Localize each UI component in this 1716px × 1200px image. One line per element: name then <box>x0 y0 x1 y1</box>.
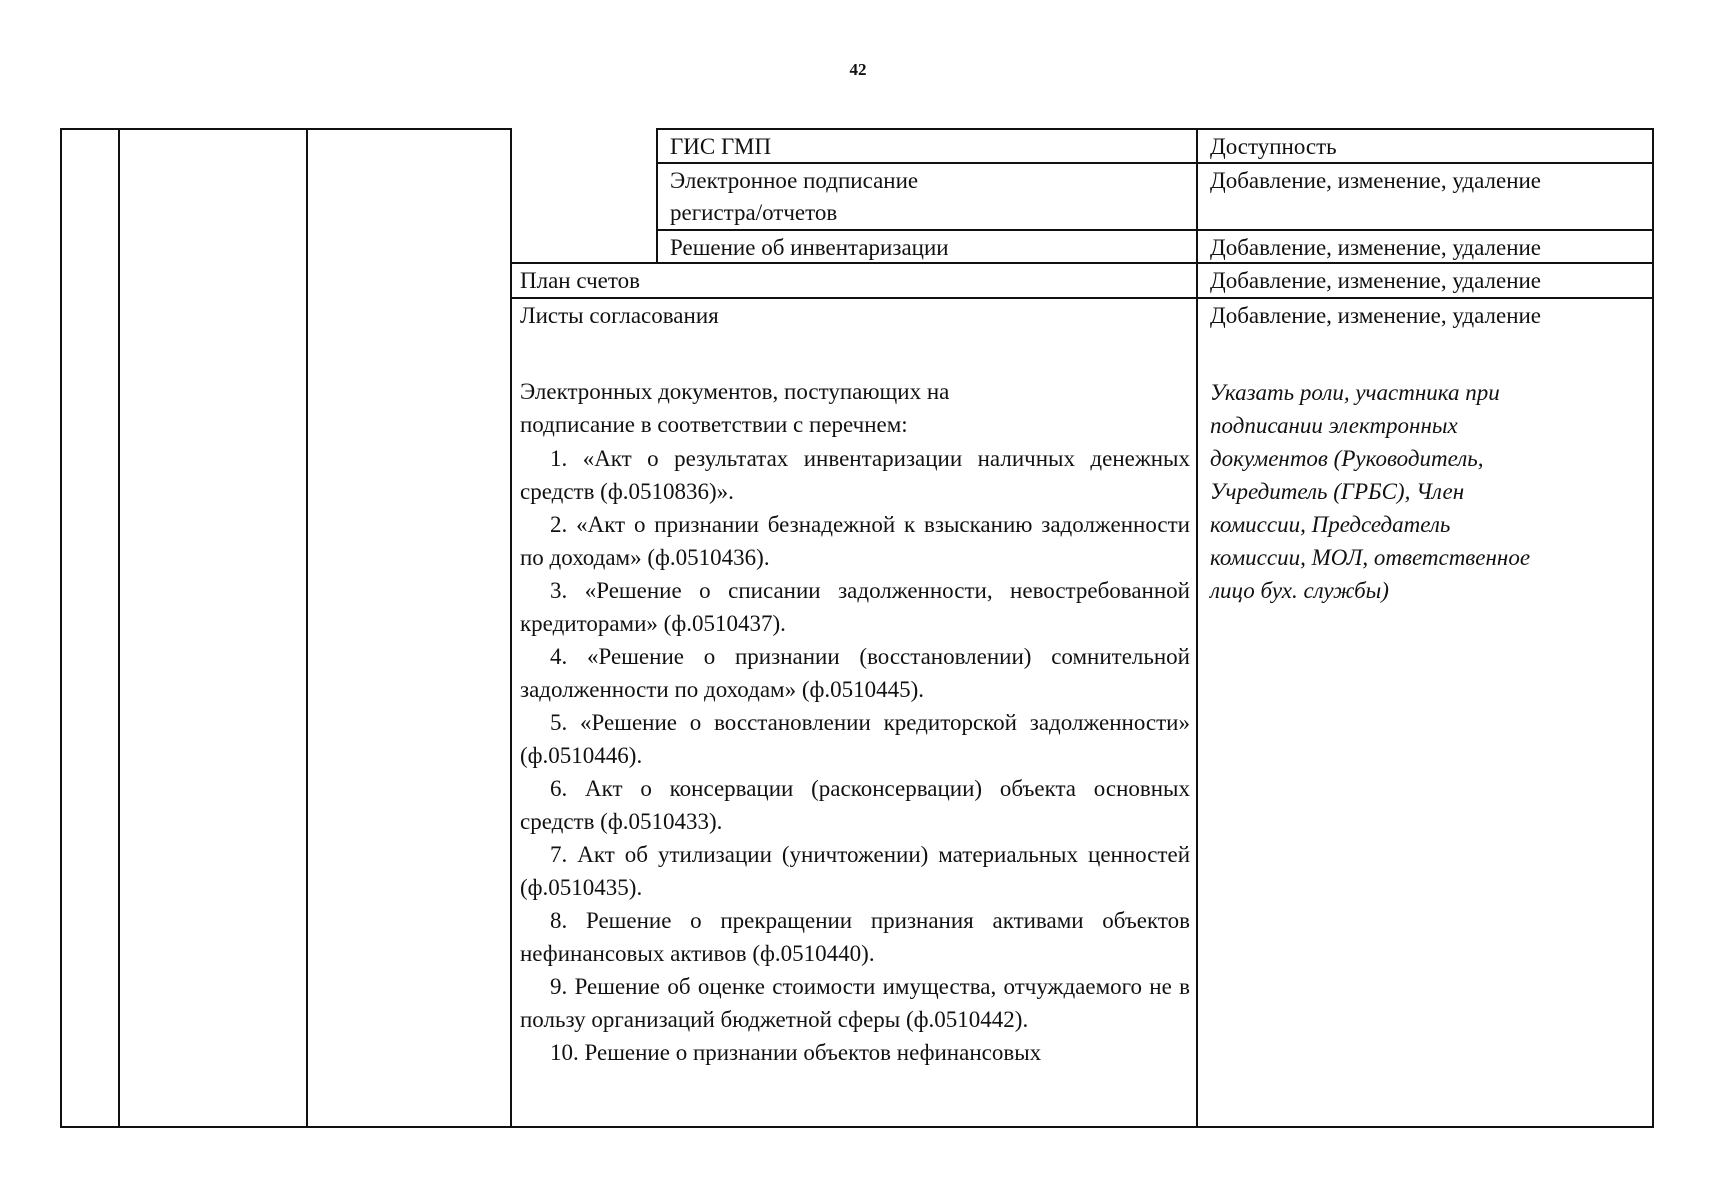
approval-documents-list <box>520 442 1190 1069</box>
gis-gmp-value: Доступность <box>1210 134 1337 159</box>
col-border-5 <box>1196 128 1198 1128</box>
col-border-6 <box>1652 128 1654 1128</box>
roles-note-line: лицо бух. службы) <box>1210 578 1389 603</box>
roles-note-line: комиссии, Председатель <box>1210 512 1451 537</box>
list-item: 10. Решение о признании объектов нефинансовых <box>550 1040 1042 1065</box>
approval-intro-line1: Электронных документов, поступающих на <box>520 379 950 404</box>
roles-note-line: документов (Руководитель, <box>1210 446 1484 471</box>
col-border-3 <box>306 128 308 1128</box>
col-border-2 <box>118 128 120 1128</box>
roles-note-line: комиссии, МОЛ, ответственное <box>1210 545 1531 570</box>
list-item: 4. «Решение о признании (восстановлении) сомнительной задолженности по доходам» (ф.0510445). <box>520 644 1190 702</box>
col-border-4 <box>510 128 512 1128</box>
table-top-border-left <box>60 128 512 130</box>
list-item: 8. Решение о прекращении признания активами объектов нефинансовых активов (ф.0510440). <box>520 908 1190 966</box>
inventory-decision-label: Решение об инвентаризации <box>670 235 949 260</box>
col-border-1 <box>60 128 62 1128</box>
approval-sheets-value: Добавление, изменение, удаление <box>1210 303 1542 328</box>
roles-note <box>1210 376 1640 607</box>
roles-note-line: Учредитель (ГРБС), Член <box>1210 479 1465 504</box>
approval-sheets-label: Листы согласования <box>520 303 719 328</box>
list-item: 2. «Акт о признании безнадежной к взысканию задолженности по доходам» (ф.0510436). <box>520 512 1190 570</box>
roles-note-line: подписании электронных <box>1210 413 1458 438</box>
list-item: 9. Решение об оценке стоимости имущества, отчуждаемого не в пользу организаций бюджетной сферы (ф.0510442). <box>520 974 1190 1032</box>
e-sign-label-line2: регистра/отчетов <box>670 200 838 225</box>
table-bottom-border <box>60 1126 1654 1128</box>
list-item: 6. Акт о консервации (расконсервации) объекта основных средств (ф.0510433). <box>520 776 1190 834</box>
table-top-border-right <box>658 128 1654 130</box>
inventory-decision-value: Добавление, изменение, удаление <box>1210 235 1542 260</box>
chart-of-accounts-value: Добавление, изменение, удаление <box>1210 268 1542 293</box>
page-number: 42 <box>849 60 867 79</box>
list-item: 3. «Решение о списании задолженности, невостребованной кредиторами» (ф.0510437). <box>520 578 1190 636</box>
approval-intro-line2: подписание в соответствии с перечнем: <box>520 412 908 437</box>
gis-gmp-label: ГИС ГМП <box>670 134 772 159</box>
col-border-sub <box>656 128 658 264</box>
roles-note-line: Указать роли, участника при <box>1210 380 1500 405</box>
list-item: 5. «Решение о восстановлении кредиторской задолженности» (ф.0510446). <box>520 710 1190 768</box>
list-item: 7. Акт об утилизации (уничтожении) материальных ценностей (ф.0510435). <box>520 842 1190 900</box>
e-sign-value: Добавление, изменение, удаление <box>1210 168 1542 193</box>
list-item: 1. «Акт о результатах инвентаризации наличных денежных средств (ф.0510836)». <box>520 446 1190 504</box>
chart-of-accounts-label: План счетов <box>520 268 640 293</box>
approval-intro <box>520 375 1190 441</box>
e-sign-label-line1: Электронное подписание <box>670 168 919 193</box>
